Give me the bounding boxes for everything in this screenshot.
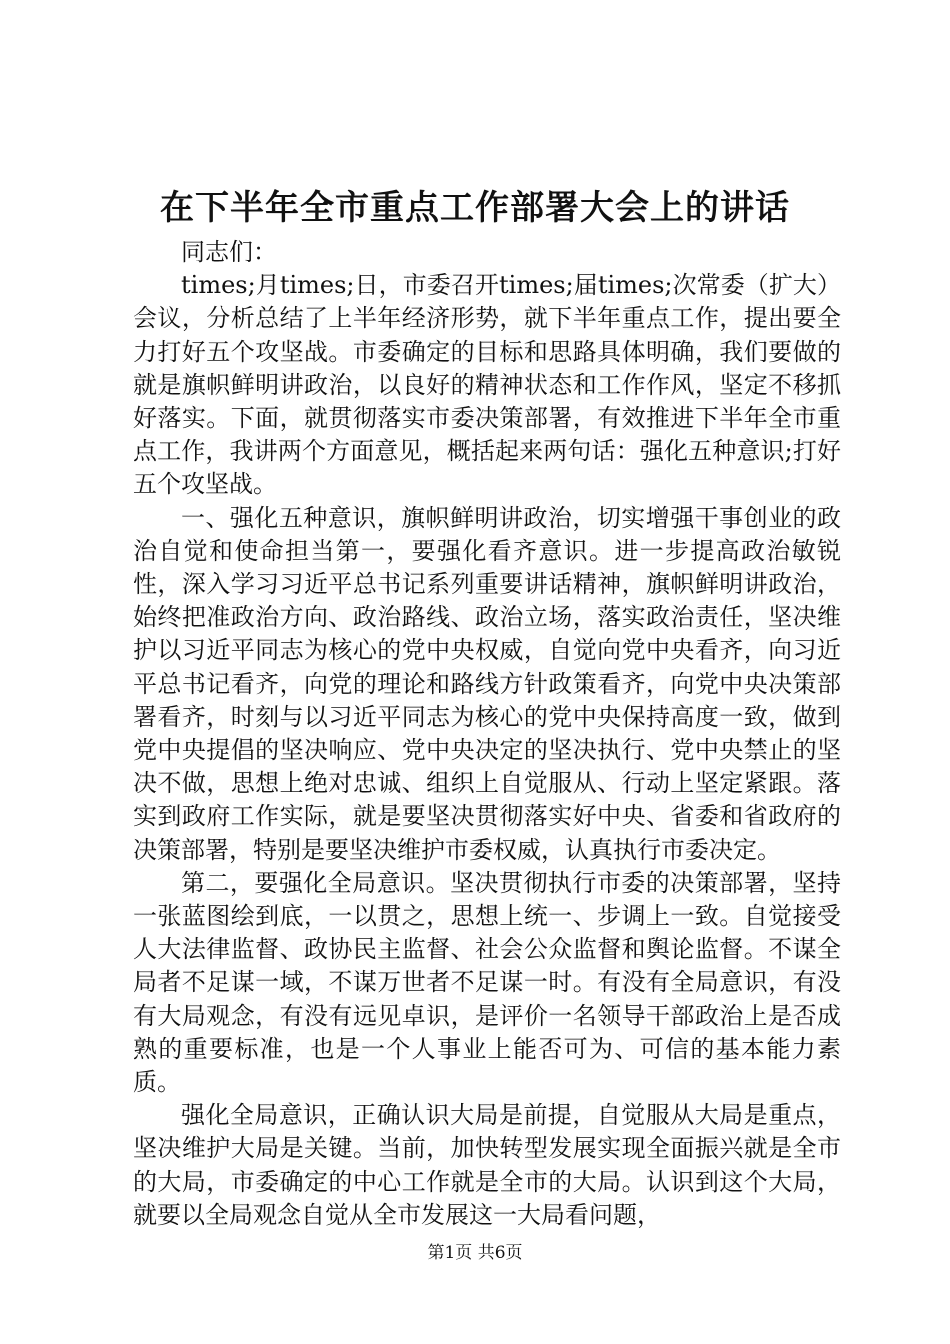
overall-awareness-paragraph: 强化全局意识，正确认识大局是前提，自觉服从大局是重点，坚决维护大局是关键。当前，加快转型发展实现全面振兴就是全市的大局，市委确定的中心工作就是全市的大局。认识到这个大局，就要以全局观念自觉从全市发展这一大局看问题， (133, 1101, 841, 1229)
document-title: 在下半年全市重点工作部署大会上的讲话 (160, 188, 790, 228)
section-one-paragraph: 一、强化五种意识，旗帜鲜明讲政治，切实增强干事创业的政治自觉和使命担当第一，要强化看齐意识。进一步提高政治敏锐性，深入学习习近平总书记系列重要讲话精神，旗帜鲜明讲政治，始终把准政治方向、政治路线、政治立场，落实政治责任，坚决维护以习近平同志为核心的党中央权威，自觉向党中央看齐，向习近平总书记看齐，向党的理论和路线方针政策看齐，向党中央决策部署看齐，时刻与以习近平同志为核心的党中央保持高度一致，做到党中央提倡的坚决响应、党中央决定的坚决执行、党中央禁止的坚决不做，思想上绝对忠诚、组织上自觉服从、行动上坚定紧跟。落实到政府工作实际，就是要坚决贯彻落实好中央、省委和省政府的决策部署，特别是要坚决维护市委权威，认真执行市委决定。 (133, 503, 841, 864)
page-number-footer: 第1页 共6页 (427, 1243, 523, 1263)
salutation-paragraph: 同志们： (181, 238, 277, 266)
document-body (133, 236, 841, 1232)
section-two-paragraph: 第二，要强化全局意识。坚决贯彻执行市委的决策部署，坚持一张蓝图绘到底，一以贯之，思想上统一、步调上一致。自觉接受人大法律监督、政协民主监督、社会公众监督和舆论监督。不谋全局者不足谋一域，不谋万世者不足谋一时。有没有全局意识，有没有大局观念，有没有远见卓识，是评价一名领导干部政治上是否成熟的重要标准，也是一个人事业上能否可为、可信的基本能力素质。 (133, 868, 841, 1097)
intro-paragraph: times;月times;日，市委召开times;届times;次常委（扩大）会议，分析总结了上半年经济形势，就下半年重点工作，提出要全力打好五个攻坚战。市委确定的目标和思路具体明确，我们要做的就是旗帜鲜明讲政治，以良好的精神状态和工作作风，坚定不移抓好落实。下面，就贯彻落实市委决策部署，有效推进下半年全市重点工作，我讲两个方面意见，概括起来两句话：强化五种意识;打好五个攻坚战。 (133, 271, 841, 499)
